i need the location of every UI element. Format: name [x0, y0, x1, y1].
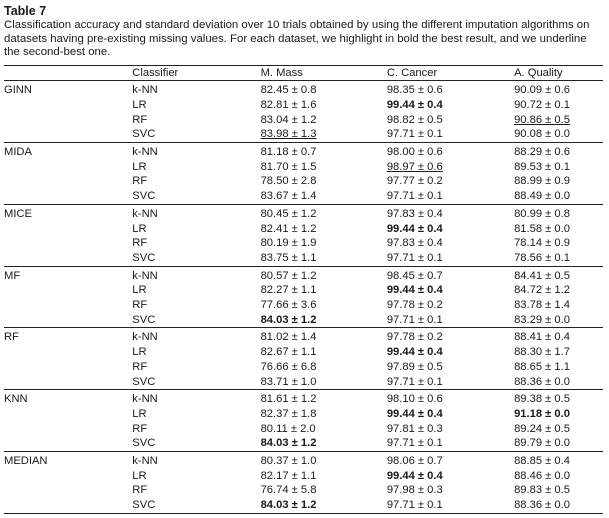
method-name: [4, 422, 132, 437]
cancer-value: 99.44 ± 0.4: [386, 284, 443, 297]
cancer-value-cell: [387, 390, 514, 407]
quality-value: 89.79 ± 0.0: [514, 437, 570, 450]
cancer-value-cell: [387, 81, 514, 98]
quality-value: 78.56 ± 0.1: [514, 251, 570, 264]
cancer-value: 97.71 ± 0.1: [386, 251, 443, 264]
cancer-value: 99.44 ± 0.4: [386, 222, 443, 235]
mass-value-cell: [261, 328, 387, 345]
method-name: KNN: [4, 393, 28, 406]
mass-value: 83.98 ± 1.3: [260, 128, 317, 141]
classifier-name: k-NN: [132, 269, 158, 282]
cancer-value-cell: [387, 236, 514, 251]
mass-value-cell: [261, 345, 387, 360]
quality-value: 88.41 ± 0.4: [514, 331, 570, 344]
classifier-name: LR: [132, 469, 147, 482]
cancer-value-cell: [387, 251, 514, 266]
quality-value: 81.58 ± 0.0: [514, 222, 570, 235]
header-row: [4, 65, 603, 81]
cancer-value-cell: [387, 160, 514, 175]
cancer-value-cell: [387, 328, 514, 345]
mass-value: 80.11 ± 2.0: [260, 422, 316, 435]
quality-value-cell: [514, 189, 603, 204]
cancer-value-cell: [387, 436, 514, 451]
method-name: [4, 436, 132, 451]
method-name: [4, 469, 132, 484]
classifier-name: RF: [132, 484, 148, 497]
classifier-name: RF: [132, 175, 148, 188]
cancer-value: 99.44 ± 0.4: [386, 407, 443, 420]
quality-value: 89.83 ± 0.5: [514, 484, 570, 497]
mass-value: 82.41 ± 1.2: [260, 222, 317, 235]
method-name: MICE: [4, 207, 32, 220]
classifier-name: RF: [132, 360, 148, 373]
method-name: [4, 189, 132, 204]
cancer-value: 99.44 ± 0.4: [386, 469, 443, 482]
mass-value-cell: [261, 160, 387, 175]
header-mass: M. Mass: [261, 65, 387, 81]
table-row: [4, 283, 603, 298]
method-name: [4, 236, 132, 251]
mass-value-cell: [261, 266, 387, 283]
table-row: [4, 143, 603, 160]
quality-value: 88.36 ± 0.0: [514, 499, 570, 512]
mass-value: 81.70 ± 1.5: [260, 160, 317, 173]
method-group: [4, 143, 603, 205]
quality-value-cell: [514, 283, 603, 298]
classifier-name: SVC: [132, 251, 260, 266]
cancer-value: 97.71 ± 0.1: [386, 375, 443, 388]
quality-value: 89.38 ± 0.5: [514, 393, 570, 406]
cancer-value: 97.71 ± 0.1: [386, 190, 443, 203]
classifier-name: LR: [132, 98, 147, 111]
table-row: [4, 204, 603, 221]
mass-value-cell: [261, 375, 387, 390]
quality-value-cell: [514, 436, 603, 451]
cancer-value: 98.45 ± 0.7: [386, 269, 443, 282]
mass-value: 82.45 ± 0.8: [260, 84, 317, 97]
quality-value-cell: [514, 204, 603, 221]
mass-value: 82.37 ± 1.8: [260, 407, 317, 420]
method-name: [4, 483, 132, 498]
quality-value: 83.29 ± 0.0: [514, 313, 570, 326]
method-name: [4, 498, 132, 513]
table-row: [4, 483, 603, 498]
quality-value-cell: [514, 422, 603, 437]
classifier-name: LR: [132, 407, 147, 420]
quality-value: 88.30 ± 1.7: [514, 346, 570, 359]
cancer-value: 97.83 ± 0.4: [386, 207, 443, 220]
quality-value: 88.46 ± 0.0: [514, 469, 570, 482]
cancer-value: 99.44 ± 0.4: [386, 346, 443, 359]
table-row: [4, 422, 603, 437]
table-row: [4, 98, 603, 113]
quality-value-cell: [514, 98, 603, 113]
mass-value-cell: [261, 483, 387, 498]
cancer-value: 97.98 ± 0.3: [386, 484, 443, 497]
cancer-value-cell: [387, 174, 514, 189]
table-row: [4, 222, 603, 237]
classifier-name: SVC: [132, 436, 260, 451]
quality-value-cell: [514, 298, 603, 313]
mass-value: 84.03 ± 1.2: [260, 313, 317, 326]
table-row: [4, 81, 603, 98]
mass-value-cell: [261, 174, 387, 189]
mass-value: 77.66 ± 3.6: [260, 299, 317, 312]
table-row: [4, 251, 603, 266]
table-row: [4, 345, 603, 360]
quality-value: 88.29 ± 0.6: [514, 146, 570, 159]
mass-value: 84.03 ± 1.2: [260, 437, 317, 450]
method-name: [4, 251, 132, 266]
quality-value-cell: [514, 81, 603, 98]
method-name: MEDIAN: [4, 455, 48, 468]
method-name: [4, 222, 132, 237]
mass-value: 80.37 ± 1.0: [260, 455, 317, 468]
table-row: [4, 436, 603, 451]
cancer-value: 97.71 ± 0.1: [386, 313, 443, 326]
mass-value: 81.18 ± 0.7: [260, 146, 317, 159]
classifier-name: SVC: [132, 375, 260, 390]
cancer-value-cell: [387, 266, 514, 283]
mass-value-cell: [261, 452, 387, 469]
cancer-value-cell: [387, 360, 514, 375]
cancer-value-cell: [387, 313, 514, 328]
quality-value-cell: [514, 452, 603, 469]
method-group: [4, 81, 603, 143]
method-name: [4, 407, 132, 422]
classifier-name: SVC: [132, 313, 260, 328]
table-caption: Classification accuracy and standard deviation over 10 trials obtained by using the different imputation algorithms on datasets having pre-existing missing values. For each dataset, we highlight in bold the best result, and we underline the second-best one.: [4, 19, 590, 58]
method-name: RF: [4, 331, 19, 344]
classifier-name: SVC: [132, 189, 260, 204]
quality-value: 90.86 ± 0.5: [514, 113, 570, 126]
cancer-value: 98.97 ± 0.6: [386, 160, 443, 173]
mass-value: 83.04 ± 1.2: [260, 113, 317, 126]
mass-value: 76.74 ± 5.8: [260, 484, 317, 497]
quality-value: 88.85 ± 0.4: [514, 455, 570, 468]
cancer-value: 97.81 ± 0.3: [386, 422, 443, 435]
cancer-value: 99.44 ± 0.4: [386, 98, 443, 111]
table-row: [4, 469, 603, 484]
method-name: [4, 283, 132, 298]
cancer-value: 97.77 ± 0.2: [386, 175, 443, 188]
method-name: [4, 360, 132, 375]
table-row: [4, 298, 603, 313]
table-row: [4, 174, 603, 189]
classifier-name: k-NN: [132, 331, 158, 344]
classifier-name: k-NN: [132, 84, 158, 97]
method-name: [4, 160, 132, 175]
header-method: [4, 65, 132, 81]
classifier-name: RF: [132, 113, 148, 126]
table-row: [4, 390, 603, 407]
classifier-name: RF: [132, 422, 148, 435]
cancer-value-cell: [387, 483, 514, 498]
method-name: [4, 375, 132, 390]
method-name: [4, 98, 132, 113]
mass-value-cell: [261, 498, 387, 513]
cancer-value-cell: [387, 407, 514, 422]
cancer-value-cell: [387, 375, 514, 390]
quality-value: 89.24 ± 0.5: [514, 422, 570, 435]
quality-value-cell: [514, 236, 603, 251]
mass-value: 78.50 ± 2.8: [260, 175, 317, 188]
mass-value-cell: [261, 127, 387, 142]
quality-value-cell: [514, 313, 603, 328]
table-label: Table 7: [4, 4, 47, 18]
table-row: [4, 266, 603, 283]
mass-value-cell: [261, 360, 387, 375]
mass-value: 82.81 ± 1.6: [260, 98, 317, 111]
cancer-value: 98.10 ± 0.6: [386, 393, 443, 406]
cancer-value: 97.83 ± 0.4: [386, 237, 443, 250]
quality-value-cell: [514, 174, 603, 189]
cancer-value-cell: [387, 98, 514, 113]
method-name: GINN: [4, 84, 32, 97]
cancer-value-cell: [387, 189, 514, 204]
method-name: [4, 345, 132, 360]
quality-value-cell: [514, 360, 603, 375]
method-name: [4, 313, 132, 328]
mass-value: 82.67 ± 1.1: [260, 346, 317, 359]
cancer-value: 97.89 ± 0.5: [386, 360, 443, 373]
classifier-name: LR: [132, 160, 147, 173]
cancer-value: 98.06 ± 0.7: [386, 455, 443, 468]
cancer-value: 97.71 ± 0.1: [386, 499, 443, 512]
cancer-value-cell: [387, 469, 514, 484]
table-row: [4, 127, 603, 142]
method-name: [4, 127, 132, 142]
mass-value: 83.67 ± 1.4: [260, 190, 317, 203]
mass-value-cell: [261, 113, 387, 128]
classifier-name: LR: [132, 222, 147, 235]
mass-value: 83.75 ± 1.1: [260, 251, 317, 264]
mass-value: 82.17 ± 1.1: [260, 469, 317, 482]
method-name: [4, 174, 132, 189]
table-row: [4, 360, 603, 375]
method-name: [4, 298, 132, 313]
mass-value-cell: [261, 283, 387, 298]
method-name: [4, 113, 132, 128]
table-row: [4, 452, 603, 469]
table-row: [4, 498, 603, 513]
cancer-value-cell: [387, 298, 514, 313]
table-row: [4, 407, 603, 422]
quality-value-cell: [514, 328, 603, 345]
mass-value-cell: [261, 143, 387, 160]
quality-value: 88.36 ± 0.0: [514, 375, 570, 388]
quality-value-cell: [514, 407, 603, 422]
cancer-value-cell: [387, 452, 514, 469]
classifier-name: k-NN: [132, 207, 158, 220]
quality-value: 89.53 ± 0.1: [514, 160, 570, 173]
classifier-name: SVC: [132, 127, 260, 142]
classifier-name: k-NN: [132, 146, 158, 159]
quality-value: 84.41 ± 0.5: [514, 269, 570, 282]
cancer-value: 98.35 ± 0.6: [386, 84, 443, 97]
mass-value-cell: [261, 469, 387, 484]
quality-value-cell: [514, 127, 603, 142]
classifier-name: k-NN: [132, 455, 158, 468]
results-table: [4, 65, 603, 514]
quality-value-cell: [514, 390, 603, 407]
cancer-value-cell: [387, 143, 514, 160]
mass-value: 84.03 ± 1.2: [260, 499, 317, 512]
method-group: [4, 204, 603, 266]
quality-value: 88.99 ± 0.9: [514, 175, 570, 188]
cancer-value-cell: [387, 222, 514, 237]
cancer-value-cell: [387, 127, 514, 142]
quality-value: 91.18 ± 0.0: [514, 407, 570, 420]
table-row: [4, 189, 603, 204]
mass-value: 82.27 ± 1.1: [260, 284, 317, 297]
classifier-name: RF: [132, 237, 148, 250]
header-cancer: C. Cancer: [387, 65, 514, 81]
quality-value-cell: [514, 113, 603, 128]
mass-value-cell: [261, 313, 387, 328]
quality-value-cell: [514, 498, 603, 513]
cancer-value: 98.82 ± 0.5: [386, 113, 443, 126]
mass-value: 80.19 ± 1.9: [260, 237, 317, 250]
mass-value: 80.57 ± 1.2: [260, 269, 317, 282]
cancer-value: 97.71 ± 0.1: [386, 437, 443, 450]
quality-value-cell: [514, 266, 603, 283]
mass-value-cell: [261, 390, 387, 407]
method-name: MIDA: [4, 146, 32, 159]
classifier-name: LR: [132, 284, 147, 297]
cancer-value-cell: [387, 345, 514, 360]
mass-value-cell: [261, 81, 387, 98]
cancer-value: 97.78 ± 0.2: [386, 299, 443, 312]
quality-value: 88.49 ± 0.0: [514, 190, 570, 203]
mass-value-cell: [261, 407, 387, 422]
cancer-value: 98.00 ± 0.6: [386, 146, 443, 159]
table-row: [4, 113, 603, 128]
table-row: [4, 328, 603, 345]
quality-value-cell: [514, 375, 603, 390]
quality-value-cell: [514, 143, 603, 160]
classifier-name: k-NN: [132, 393, 158, 406]
method-group: [4, 390, 603, 452]
table-row: [4, 375, 603, 390]
quality-value-cell: [514, 469, 603, 484]
method-group: [4, 328, 603, 390]
quality-value: 80.99 ± 0.8: [514, 207, 570, 220]
mass-value: 81.02 ± 1.4: [260, 331, 317, 344]
quality-value-cell: [514, 160, 603, 175]
method-group: [4, 452, 603, 514]
quality-value: 88.65 ± 1.1: [514, 360, 570, 373]
mass-value-cell: [261, 189, 387, 204]
cancer-value-cell: [387, 422, 514, 437]
mass-value-cell: [261, 298, 387, 313]
cancer-value-cell: [387, 283, 514, 298]
quality-value: 90.08 ± 0.0: [514, 128, 570, 141]
table-row: [4, 160, 603, 175]
classifier-name: LR: [132, 346, 147, 359]
table-row: [4, 236, 603, 251]
cancer-value-cell: [387, 498, 514, 513]
mass-value-cell: [261, 204, 387, 221]
cancer-value: 97.71 ± 0.1: [386, 128, 443, 141]
mass-value: 76.66 ± 6.8: [260, 360, 317, 373]
quality-value: 83.78 ± 1.4: [514, 299, 570, 312]
header-quality: A. Quality: [514, 65, 603, 81]
mass-value-cell: [261, 422, 387, 437]
quality-value: 78.14 ± 0.9: [514, 237, 570, 250]
cancer-value-cell: [387, 204, 514, 221]
classifier-name: SVC: [132, 498, 260, 513]
quality-value: 90.09 ± 0.6: [514, 84, 570, 97]
mass-value-cell: [261, 236, 387, 251]
table-header: [4, 65, 603, 81]
mass-value-cell: [261, 98, 387, 113]
quality-value: 90.72 ± 0.1: [514, 98, 570, 111]
cancer-value-cell: [387, 113, 514, 128]
mass-value-cell: [261, 436, 387, 451]
quality-value-cell: [514, 222, 603, 237]
mass-value: 80.45 ± 1.2: [260, 207, 317, 220]
cancer-value: 97.78 ± 0.2: [386, 331, 443, 344]
quality-value-cell: [514, 483, 603, 498]
quality-value-cell: [514, 251, 603, 266]
quality-value-cell: [514, 345, 603, 360]
mass-value: 81.61 ± 1.2: [260, 393, 317, 406]
mass-value: 83.71 ± 1.0: [260, 375, 317, 388]
table-row: [4, 313, 603, 328]
quality-value: 84.72 ± 1.2: [514, 284, 570, 297]
method-group: [4, 266, 603, 328]
mass-value-cell: [261, 222, 387, 237]
header-classifier: Classifier: [132, 65, 260, 81]
method-name: MF: [4, 269, 21, 282]
mass-value-cell: [261, 251, 387, 266]
classifier-name: RF: [132, 299, 148, 312]
